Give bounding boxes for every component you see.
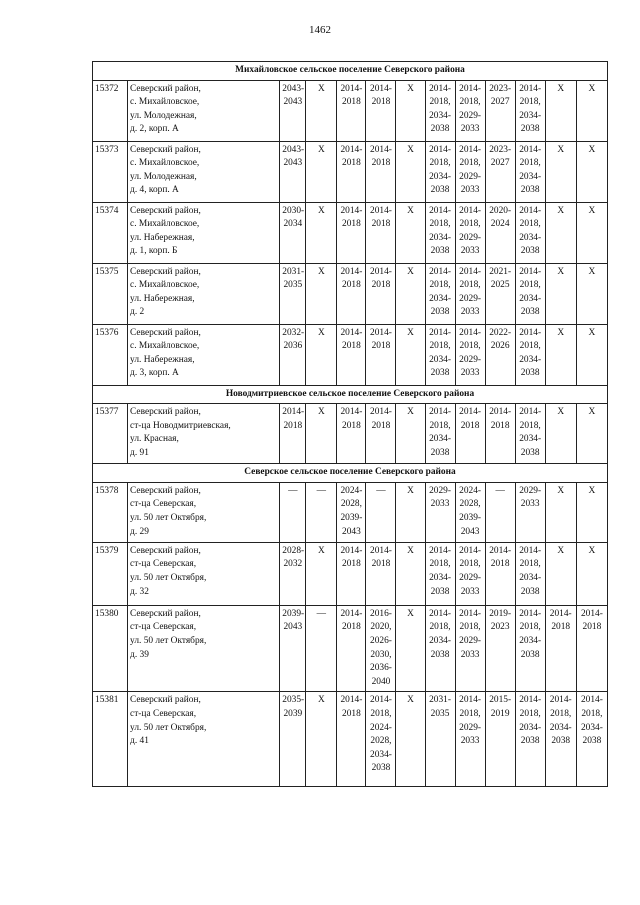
section-header-row [93,464,608,483]
period-cell: 2014- 2018 [337,141,366,202]
period-cell: 2028- 2032 [280,542,306,605]
period-cell: 2016- 2020, 2026- 2030, 2036- 2040 [366,605,396,692]
period-cell: Х [306,692,337,787]
period-cell: Х [545,80,576,141]
period-cell: 2014- 2018, 2029- 2033 [455,324,485,385]
period-cell: — [485,482,515,542]
period-cell: 2029- 2033 [515,482,545,542]
period-cell: 2014- 2018 [337,263,366,324]
table-row [93,404,608,464]
period-cell: Х [545,141,576,202]
period-cell: 2014- 2018 [337,692,366,787]
period-cell: 2031- 2035 [280,263,306,324]
period-cell: 2014- 2018, 2034- 2038 [576,692,607,787]
period-cell: 2014- 2018, 2034- 2038 [515,605,545,692]
period-cell: Х [306,542,337,605]
period-cell: Х [545,263,576,324]
row-number: 15377 [93,404,128,464]
address-cell: Северский район, ст-ца Северская, ул. 50 лет Октября, д. 32 [128,542,280,605]
period-cell: 2014- 2018, 2034- 2038 [515,202,545,263]
address-cell: Северский район, с. Михайловское, ул. Набережная, д. 1, корп. Б [128,202,280,263]
table-row [93,482,608,542]
period-cell: 2014- 2018, 2029- 2033 [455,80,485,141]
period-cell: 2014- 2018 [337,542,366,605]
period-cell: — [366,482,396,542]
period-cell: Х [306,141,337,202]
row-number: 15376 [93,324,128,385]
period-cell: Х [396,692,425,787]
period-cell: Х [306,263,337,324]
address-cell: Северский район, ст-ца Северская, ул. 50 лет Октября, д. 41 [128,692,280,787]
period-cell: 2014- 2018, 2029- 2033 [455,202,485,263]
period-cell: 2014- 2018, 2029- 2033 [455,542,485,605]
period-cell: 2031- 2035 [425,692,455,787]
register-body [93,62,608,787]
section-title: Михайловское сельское поселение Северского района [93,62,608,81]
period-cell: 2015- 2019 [485,692,515,787]
period-cell: 2014- 2018 [280,404,306,464]
period-cell: 2014- 2018, 2029- 2033 [455,141,485,202]
row-number: 15373 [93,141,128,202]
period-cell: 2014- 2018, 2034- 2038 [515,263,545,324]
period-cell: Х [545,482,576,542]
table-row [93,80,608,141]
period-cell: Х [396,202,425,263]
period-cell: Х [576,263,607,324]
row-number: 15380 [93,605,128,692]
period-cell: Х [545,324,576,385]
period-cell: Х [396,605,425,692]
period-cell: 2014- 2018 [337,404,366,464]
period-cell: 2023- 2027 [485,141,515,202]
address-cell: Северский район, ст-ца Северская, ул. 50 лет Октября, д. 39 [128,605,280,692]
period-cell: — [306,482,337,542]
period-cell: Х [396,263,425,324]
address-cell: Северский район, с. Михайловское, ул. Набережная, д. 3, корп. А [128,324,280,385]
section-title: Северское сельское поселение Северского района [93,464,608,483]
table-row [93,263,608,324]
period-cell: 2014- 2018 [366,324,396,385]
period-cell: Х [306,324,337,385]
period-cell: Х [576,482,607,542]
period-cell: 2014- 2018, 2034- 2038 [425,542,455,605]
period-cell: 2014- 2018, 2034- 2038 [545,692,576,787]
period-cell: 2014- 2018 [337,324,366,385]
period-cell: 2014- 2018, 2034- 2038 [515,80,545,141]
row-number: 15379 [93,542,128,605]
period-cell: Х [396,141,425,202]
period-cell: 2014- 2018, 2029- 2033 [455,263,485,324]
period-cell: Х [306,80,337,141]
address-cell: Северский район, с. Михайловское, ул. Набережная, д. 2 [128,263,280,324]
table-row [93,141,608,202]
period-cell: 2020- 2024 [485,202,515,263]
period-cell: 2030- 2034 [280,202,306,263]
period-cell: 2021- 2025 [485,263,515,324]
period-cell: Х [396,324,425,385]
period-cell: Х [576,542,607,605]
period-cell: 2035- 2039 [280,692,306,787]
period-cell: 2014- 2018 [485,542,515,605]
page-number: 1462 [309,24,331,36]
period-cell: 2019- 2023 [485,605,515,692]
period-cell: 2014- 2018 [366,141,396,202]
period-cell: Х [545,404,576,464]
table-row [93,605,608,692]
period-cell: 2029- 2033 [425,482,455,542]
register-table [92,61,608,787]
row-number: 15375 [93,263,128,324]
period-cell: Х [396,482,425,542]
period-cell: 2043- 2043 [280,141,306,202]
period-cell: Х [576,202,607,263]
period-cell: 2024- 2028, 2039- 2043 [337,482,366,542]
period-cell: 2014- 2018 [545,605,576,692]
period-cell: 2014- 2018 [366,202,396,263]
row-number: 15374 [93,202,128,263]
period-cell: 2014- 2018, 2034- 2038 [425,263,455,324]
section-header-row [93,385,608,404]
row-number: 15378 [93,482,128,542]
table-row [93,692,608,787]
period-cell: 2014- 2018, 2034- 2038 [515,324,545,385]
period-cell: Х [396,542,425,605]
table-row [93,542,608,605]
period-cell: 2023- 2027 [485,80,515,141]
address-cell: Северский район, ст-ца Новодмитриевская, ул. Красная, д. 91 [128,404,280,464]
period-cell: Х [306,202,337,263]
period-cell: Х [576,141,607,202]
period-cell: 2014- 2018, 2034- 2038 [425,80,455,141]
period-cell: 2014- 2018 [337,80,366,141]
period-cell: 2014- 2018, 2034- 2038 [425,605,455,692]
period-cell: 2014- 2018, 2034- 2038 [515,692,545,787]
table-row [93,202,608,263]
period-cell: 2014- 2018, 2034- 2038 [425,324,455,385]
period-cell: 2039- 2043 [280,605,306,692]
period-cell: 2022- 2026 [485,324,515,385]
period-cell: 2014- 2018 [366,80,396,141]
period-cell: 2032- 2036 [280,324,306,385]
period-cell: 2014- 2018, 2024- 2028, 2034- 2038 [366,692,396,787]
period-cell: 2014- 2018 [576,605,607,692]
section-title: Новодмитриевское сельское поселение Северского района [93,385,608,404]
period-cell: 2043- 2043 [280,80,306,141]
period-cell: 2014- 2018 [337,202,366,263]
period-cell: Х [396,80,425,141]
period-cell: 2014- 2018, 2029- 2033 [455,605,485,692]
period-cell: 2014- 2018 [366,404,396,464]
table-row [93,324,608,385]
period-cell: 2014- 2018 [485,404,515,464]
period-cell: 2014- 2018, 2034- 2038 [425,141,455,202]
period-cell: Х [576,80,607,141]
period-cell: Х [306,404,337,464]
period-cell: 2014- 2018, 2034- 2038 [515,404,545,464]
period-cell: 2014- 2018 [366,542,396,605]
period-cell: Х [545,202,576,263]
period-cell: 2014- 2018, 2029- 2033 [455,692,485,787]
address-cell: Северский район, с. Михайловское, ул. Молодежная, д. 2, корп. А [128,80,280,141]
period-cell: Х [396,404,425,464]
period-cell: — [306,605,337,692]
address-cell: Северский район, ст-ца Северская, ул. 50 лет Октября, д. 29 [128,482,280,542]
period-cell: 2014- 2018 [455,404,485,464]
period-cell: Х [545,542,576,605]
period-cell: 2024- 2028, 2039- 2043 [455,482,485,542]
period-cell: 2014- 2018, 2034- 2038 [425,404,455,464]
section-header-row [93,62,608,81]
period-cell: 2014- 2018, 2034- 2038 [515,141,545,202]
period-cell: — [280,482,306,542]
period-cell: 2014- 2018, 2034- 2038 [515,542,545,605]
period-cell: Х [576,404,607,464]
period-cell: 2014- 2018 [366,263,396,324]
period-cell: Х [576,324,607,385]
row-number: 15381 [93,692,128,787]
address-cell: Северский район, с. Михайловское, ул. Молодежная, д. 4, корп. А [128,141,280,202]
row-number: 15372 [93,80,128,141]
period-cell: 2014- 2018 [337,605,366,692]
period-cell: 2014- 2018, 2034- 2038 [425,202,455,263]
